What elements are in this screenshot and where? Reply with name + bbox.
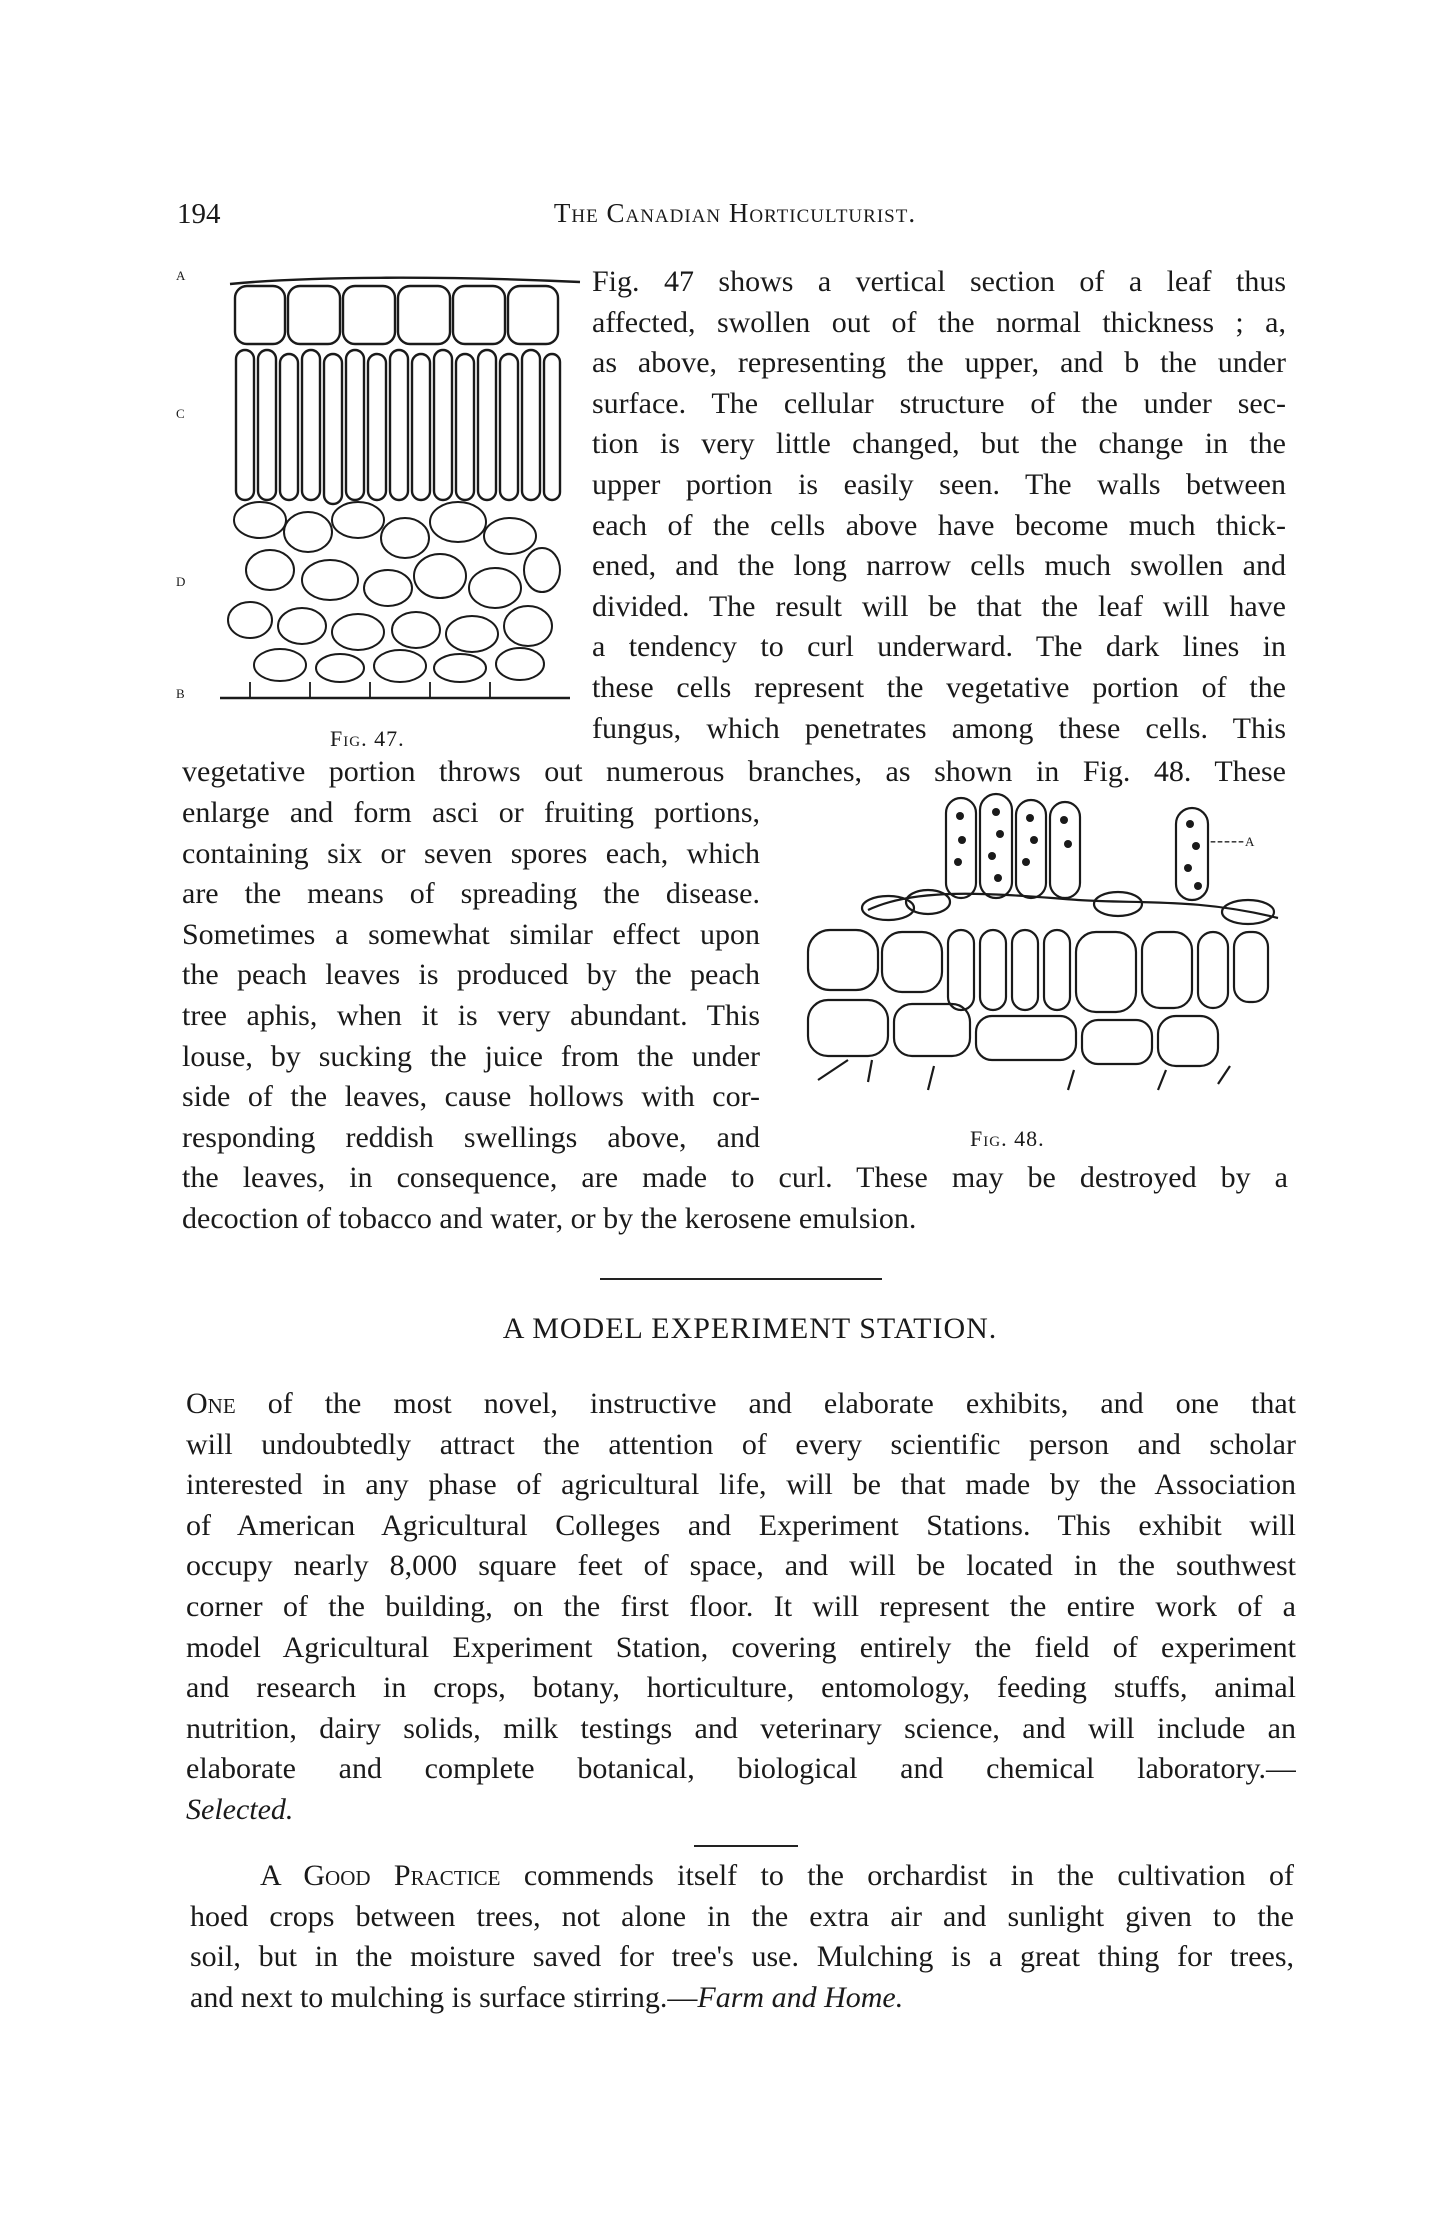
leaf-section-illustration	[190, 270, 590, 710]
text-line: divided. The result will be that the leaf will have	[592, 589, 1286, 623]
text-line: enlarge and form asci or fruiting portions,	[182, 796, 760, 829]
text-line: the leaves, in consequence, are made to curl. These may be destroyed by a	[182, 1161, 1288, 1194]
text-line: elaborate and complete botanical, biological and chemical laboratory.—	[186, 1752, 1296, 1786]
page-header	[165, 198, 1305, 238]
paragraph-fig48-text	[182, 793, 760, 1158]
fig47-label-c: c	[176, 402, 186, 422]
paragraph-fig47-text	[592, 262, 1286, 749]
text-line: corner of the building, on the first floor. It will represent the entire work of a	[186, 1589, 1296, 1623]
text-run: and next to mulching is surface stirring.—	[190, 1980, 698, 2014]
figure-48	[778, 790, 1288, 1110]
page-number: 194	[177, 198, 221, 230]
lead-in: One	[186, 1387, 236, 1420]
text-line: louse, by sucking the juice from the under	[182, 1039, 760, 1073]
text-line: a tendency to curl underward. The dark lines in	[592, 630, 1286, 664]
text-line: decoction of tobacco and water, or by the kerosene emulsion.	[182, 1201, 917, 1235]
text-line: tree aphis, when it is very abundant. This	[182, 998, 760, 1032]
practice-paragraph	[190, 1856, 1294, 2018]
text-line: nutrition, dairy solids, milk testings and veterinary science, and will include an	[186, 1711, 1296, 1745]
text-line	[190, 1978, 1294, 2019]
text-line: surface. The cellular structure of the under sec-	[592, 386, 1286, 420]
text-line: as above, representing the upper, and b the under	[592, 346, 1286, 380]
text-line: occupy nearly 8,000 square feet of space, and will be located in the southwest	[186, 1549, 1296, 1583]
running-title: The Canadian Horticulturist.	[553, 198, 917, 228]
short-divider	[694, 1845, 798, 1847]
text-line: of American Agricultural Colleges and Experiment Stations. This exhibit will	[186, 1508, 1296, 1542]
fig47-label-b: b	[176, 682, 186, 702]
text-line: fungus, which penetrates among these cells. This	[592, 711, 1286, 745]
text-line: and research in crops, botany, horticulture, entomology, feeding stuffs, animal	[186, 1671, 1296, 1705]
text-line: will undoubtedly attract the attention of every scientific person and scholar	[186, 1427, 1296, 1461]
text-line: soil, but in the moisture saved for tree's use. Mulching is a great thing for trees,	[190, 1940, 1294, 1974]
text-line: side of the leaves, cause hollows with cor-	[182, 1080, 760, 1114]
figure-47	[176, 264, 590, 710]
text-line	[186, 1384, 1296, 1425]
source-attribution: Selected.	[186, 1792, 294, 1826]
text-line: Fig. 47 shows a vertical section of a leaf thus	[592, 265, 1286, 298]
fig47-label-a: a	[176, 264, 187, 284]
text-line: Sometimes a somewhat similar effect upon	[182, 917, 760, 951]
text-line: each of the cells above have become much thick-	[592, 508, 1286, 542]
text-line: these cells represent the vegetative portion of the	[592, 670, 1286, 704]
text-line: ened, and the long narrow cells much swollen and	[592, 549, 1286, 583]
text-line: model Agricultural Experiment Station, covering entirely the field of experiment	[186, 1630, 1296, 1664]
fig47-label-d: d	[176, 570, 187, 590]
text-line: containing six or seven spores each, which	[182, 836, 760, 870]
text-line: upper portion is easily seen. The walls between	[592, 467, 1286, 501]
paragraph-full-width-2	[182, 1158, 1288, 1239]
text-line: tion is very little changed, but the change in the	[592, 427, 1286, 461]
text-line: hoed crops between trees, not alone in the extra air and sunlight given to the	[190, 1899, 1294, 1933]
text-line: interested in any phase of agricultural life, will be that made by the Association	[186, 1468, 1296, 1502]
section-divider	[600, 1278, 882, 1280]
text-run: of the most novel, instructive and elaborate exhibits, and one that	[235, 1387, 1296, 1420]
text-line: responding reddish swellings above, and	[182, 1120, 760, 1154]
text-run: commends itself to the orchardist in the cultivation of	[500, 1859, 1294, 1892]
fig48-label-a: -----a	[1210, 830, 1256, 850]
fig48-caption: Fig. 48.	[970, 1126, 1045, 1151]
text-line	[190, 1856, 1294, 1897]
text-line: affected, swollen out of the normal thickness ; a,	[592, 305, 1286, 339]
section-paragraph	[186, 1384, 1296, 1831]
text-line: the peach leaves is produced by the peach	[182, 958, 760, 992]
source-attribution: Farm and Home.	[697, 1980, 904, 2014]
paragraph-full-width-1	[182, 752, 1286, 793]
fig47-caption: Fig. 47.	[330, 726, 405, 751]
lead-in: A Good Practice	[260, 1859, 501, 1892]
text-line: vegetative portion throws out numerous branches, as shown in Fig. 48. These	[182, 755, 1286, 788]
text-line: are the means of spreading the disease.	[182, 877, 760, 911]
section-heading: A MODEL EXPERIMENT STATION.	[502, 1312, 998, 1345]
